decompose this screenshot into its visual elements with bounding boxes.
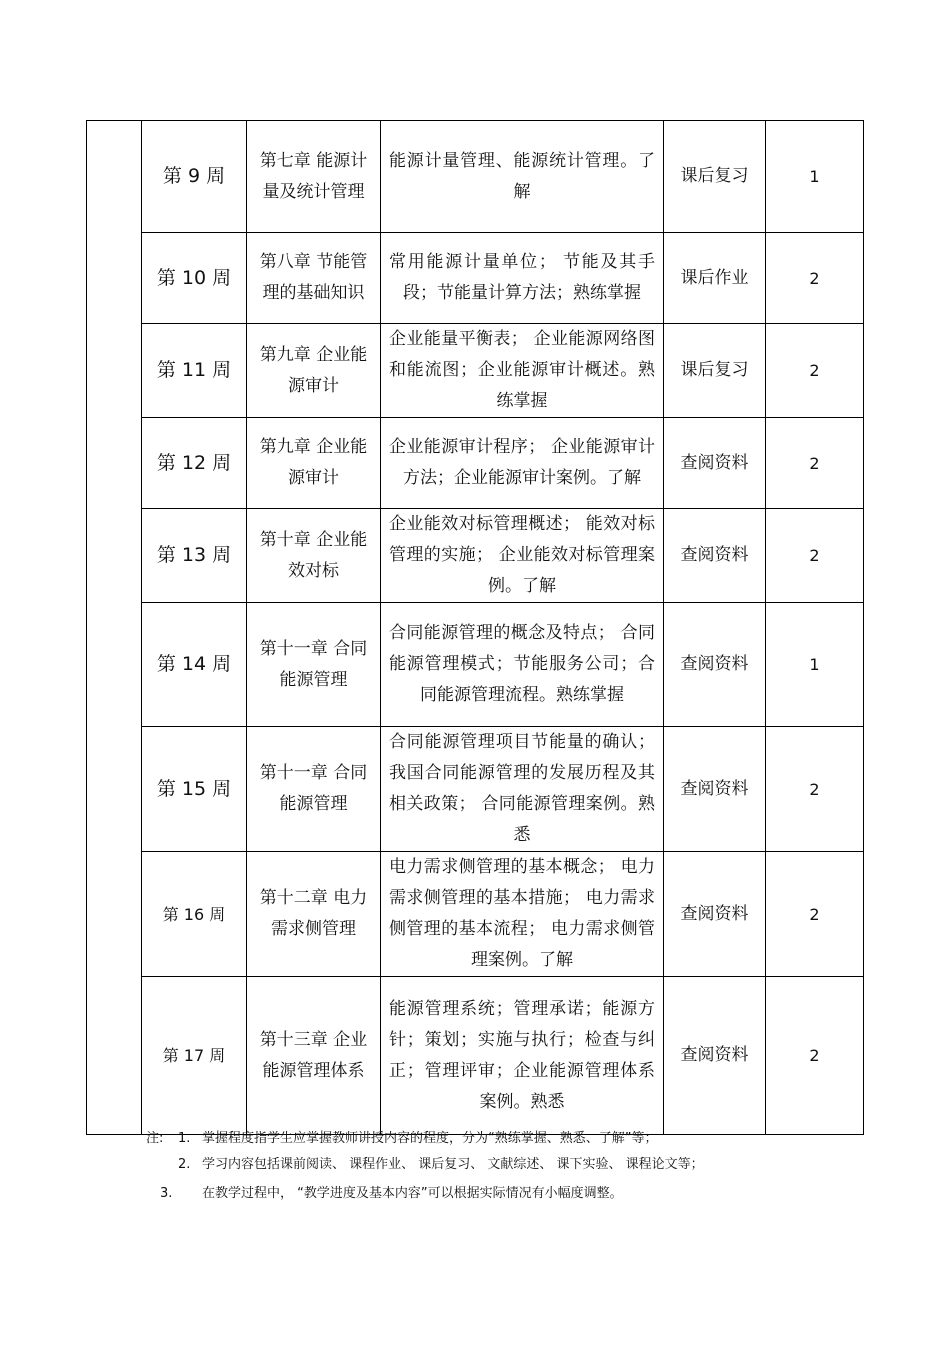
content-cell: 合同能源管理项目节能量的确认；我国合同能源管理的发展历程及其相关政策； 合同能源管理案例。熟悉 xyxy=(381,727,664,852)
learning-cell: 查阅资料 xyxy=(664,418,766,509)
note-number: 3. xyxy=(160,1186,173,1201)
chapter-cell: 第七章 能源计量及统计管理 xyxy=(247,121,381,233)
hours-cell: 1 xyxy=(766,603,864,727)
table-row xyxy=(87,852,864,977)
schedule-table xyxy=(86,120,864,1135)
learning-cell: 查阅资料 xyxy=(664,727,766,852)
chapter-cell: 第八章 节能管理的基础知识 xyxy=(247,233,381,324)
week-cell: 第 15 周 xyxy=(142,727,247,852)
week-cell: 第 14 周 xyxy=(142,603,247,727)
note-text: 掌握程度指学生应掌握教师讲授内容的程度，分为“熟练掌握、熟悉、了解”等； xyxy=(202,1131,658,1146)
learning-cell: 查阅资料 xyxy=(664,977,766,1135)
hours-cell: 1 xyxy=(766,121,864,233)
table-row xyxy=(87,603,864,727)
learning-cell: 课后复习 xyxy=(664,324,766,418)
table-row xyxy=(87,727,864,852)
hours-cell: 2 xyxy=(766,852,864,977)
hours-cell: 2 xyxy=(766,509,864,603)
hours-cell: 2 xyxy=(766,418,864,509)
table-row xyxy=(87,324,864,418)
hours-cell: 2 xyxy=(766,977,864,1135)
note-number: 1. xyxy=(178,1131,191,1146)
blank-merged-cell xyxy=(87,121,142,1135)
content-cell: 能源管理系统；管理承诺；能源方针；策划；实施与执行；检查与纠正；管理评审；企业能源管理体系案例。熟悉 xyxy=(381,977,664,1135)
week-cell: 第 17 周 xyxy=(142,977,247,1135)
learning-cell: 查阅资料 xyxy=(664,603,766,727)
week-cell: 第 9 周 xyxy=(142,121,247,233)
hours-cell: 2 xyxy=(766,324,864,418)
table-row xyxy=(87,418,864,509)
learning-cell: 查阅资料 xyxy=(664,509,766,603)
week-cell: 第 16 周 xyxy=(142,852,247,977)
chapter-cell: 第九章 企业能源审计 xyxy=(247,324,381,418)
chapter-cell: 第十二章 电力需求侧管理 xyxy=(247,852,381,977)
chapter-cell: 第九章 企业能源审计 xyxy=(247,418,381,509)
notes-prefix: 注: xyxy=(146,1131,164,1146)
note-text: 在教学过程中， “教学进度及基本内容”可以根据实际情况有小幅度调整。 xyxy=(202,1186,623,1201)
chapter-cell: 第十一章 合同能源管理 xyxy=(247,603,381,727)
week-cell: 第 10 周 xyxy=(142,233,247,324)
content-cell: 企业能量平衡表； 企业能源网络图和能流图；企业能源审计概述。熟练掌握 xyxy=(381,324,664,418)
note-number: 2. xyxy=(178,1157,191,1172)
chapter-cell: 第十章 企业能效对标 xyxy=(247,509,381,603)
table-row xyxy=(87,977,864,1135)
hours-cell: 2 xyxy=(766,233,864,324)
learning-cell: 查阅资料 xyxy=(664,852,766,977)
content-cell: 能源计量管理、能源统计管理。了解 xyxy=(381,121,664,233)
week-cell: 第 12 周 xyxy=(142,418,247,509)
week-cell: 第 11 周 xyxy=(142,324,247,418)
content-cell: 企业能效对标管理概述； 能效对标管理的实施； 企业能效对标管理案例。了解 xyxy=(381,509,664,603)
table-row xyxy=(87,121,864,233)
content-cell: 合同能源管理的概念及特点； 合同能源管理模式；节能服务公司；合同能源管理流程。熟练掌握 xyxy=(381,603,664,727)
learning-cell: 课后复习 xyxy=(664,121,766,233)
note-text: 学习内容包括课前阅读、 课程作业、 课后复习、 文献综述、 课下实验、 课程论文等； xyxy=(202,1157,704,1172)
content-cell: 企业能源审计程序； 企业能源审计方法；企业能源审计案例。了解 xyxy=(381,418,664,509)
content-cell: 常用能源计量单位； 节能及其手段；节能量计算方法；熟练掌握 xyxy=(381,233,664,324)
learning-cell: 课后作业 xyxy=(664,233,766,324)
content-cell: 电力需求侧管理的基本概念； 电力需求侧管理的基本措施； 电力需求侧管理的基本流程； 电力需求侧管理案例。了解 xyxy=(381,852,664,977)
chapter-cell: 第十三章 企业能源管理体系 xyxy=(247,977,381,1135)
table-row xyxy=(87,509,864,603)
table-row xyxy=(87,233,864,324)
chapter-cell: 第十一章 合同能源管理 xyxy=(247,727,381,852)
hours-cell: 2 xyxy=(766,727,864,852)
week-cell: 第 13 周 xyxy=(142,509,247,603)
